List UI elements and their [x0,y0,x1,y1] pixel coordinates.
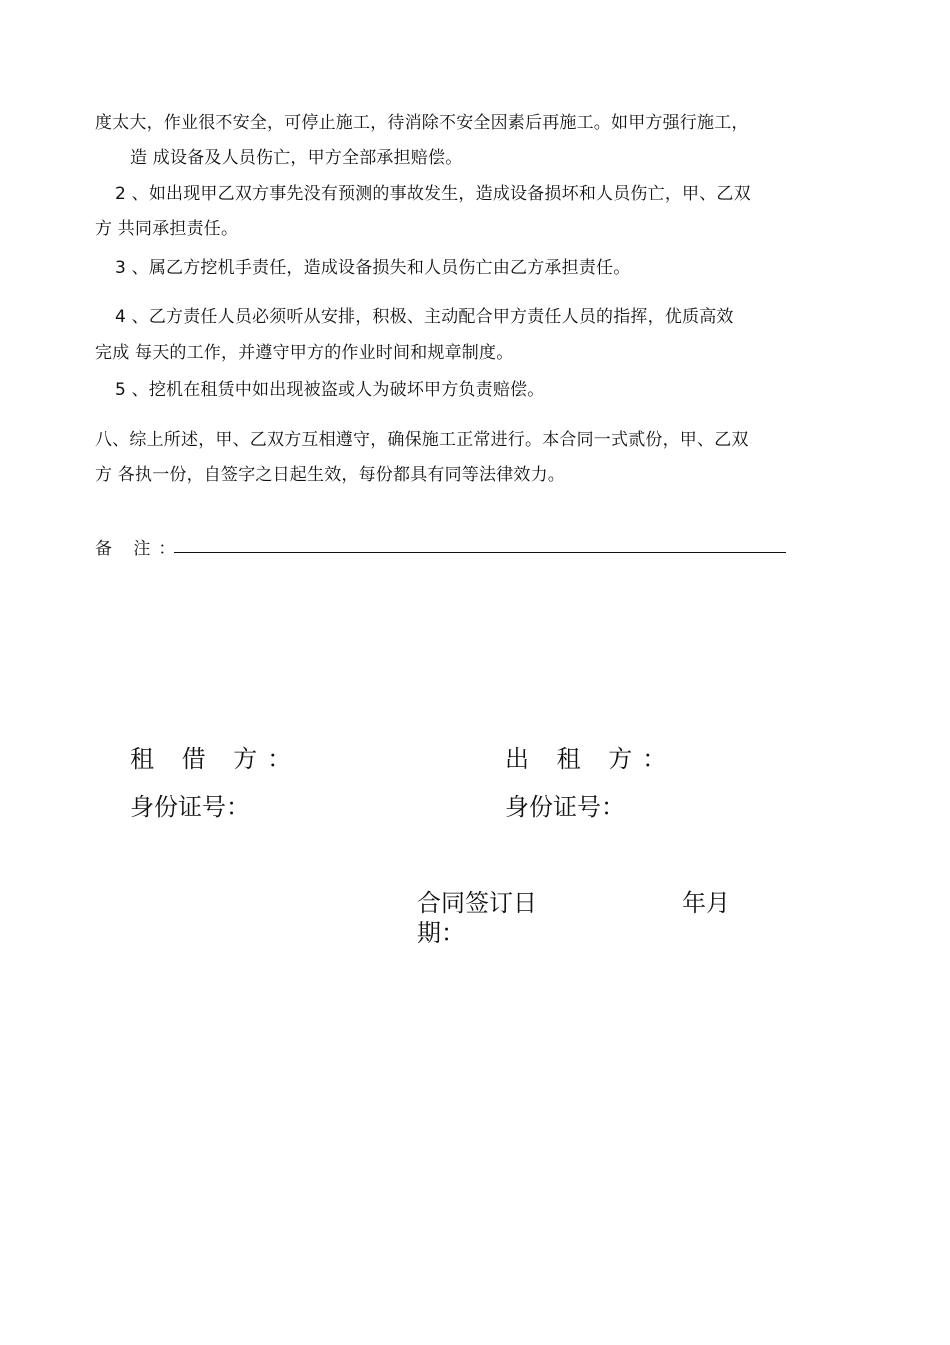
remark-label: 备 注： [95,539,184,559]
clause-7-item-5: 5 、挖机在租赁中如出现被盗或人为破坏甲方负责赔偿。 [115,380,545,400]
clause-7-item-3: 3 、属乙方挖机手责任，造成设备损失和人员伤亡由乙方承担责任。 [115,258,631,278]
clause-7-item-2-line-2: 方 共同承担责任。 [95,219,239,239]
contract-sign-date-label: 合同签订日期： [417,889,537,947]
clause-7-item-4-line-2: 完成 每天的工作，并遵守甲方的作业时间和规章制度。 [95,343,514,363]
lessor-id-label: 身份证号： [505,793,625,821]
clause-7-text-line-1: 度太大，作业很不安全，可停止施工，待消除不安全因素后再施工。如甲方强行施工， [95,113,749,133]
clause-7-item-4-line-1: 4 、乙方责任人员必须听从安排，积极、主动配合甲方责任人员的指挥，优质高效 [115,307,734,327]
lessee-label: 租 借 方： [130,745,302,773]
clause-7-text-line-2: 造 成设备及人员伤亡，甲方全部承担赔偿。 [130,148,463,168]
clause-8-line-2: 方 各执一份，自签字之日起生效，每份都具有同等法律效力。 [95,465,566,485]
clause-7-item-2-line-1: 2 、如出现甲乙双方事先没有预测的事故发生，造成设备损坏和人员伤亡，甲、乙双 [115,184,751,204]
lessee-id-label: 身份证号： [130,793,250,821]
year-month-label: 年月 [682,889,730,917]
lessor-label: 出 租 方： [505,745,677,773]
clause-8-line-1: 八、综上所述，甲、乙双方互相遵守，确保施工正常进行。本合同一式贰份，甲、乙双 [95,430,749,450]
remark-blank-line [174,552,786,553]
